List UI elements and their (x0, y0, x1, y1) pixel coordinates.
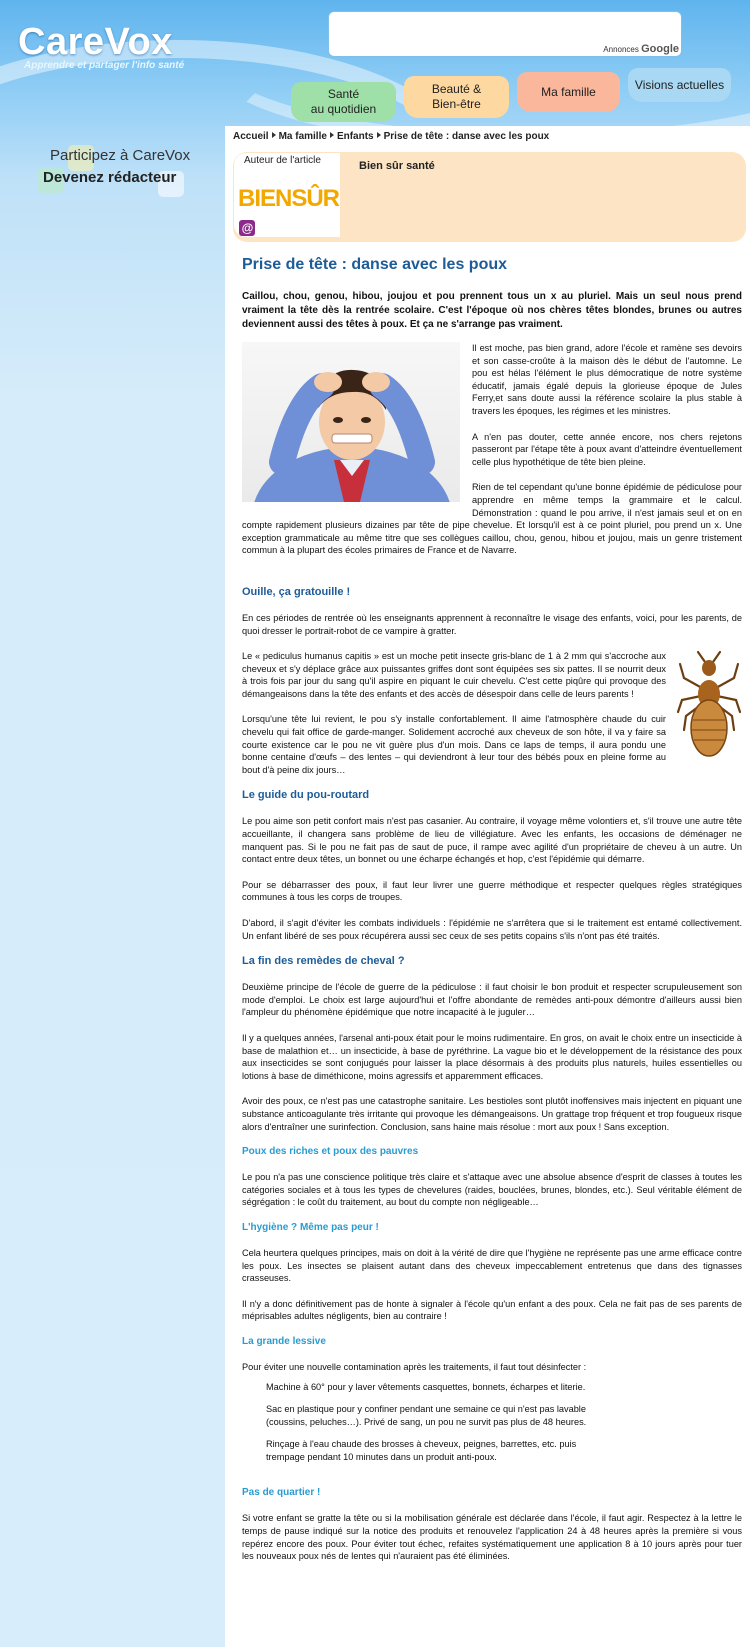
breadcrumb-ma-famille[interactable]: Ma famille (278, 131, 327, 142)
article-paragraph: Il y a quelques années, l'arsenal anti-poux était pour le moins rudimentaire. En gros, on avait le choix entre un insecticide à base de malathion et… un insecticide, à base de pyréthrine. La vague bio et le développement de la résistance des poux aux insecticides se sont conjugués pour laisser la place désormais à des produits plus naturels, huiles essentielles ou lotions à base de diméthicone, moins agressifs et apparemment efficaces. (242, 1032, 742, 1081)
article-paragraph: A n'en pas douter, cette année encore, nos chers rejetons passeront par l'étape tête à poux avant d'atteindre éventuellement celle plus hypothétique de tête bien pleine. (472, 431, 742, 467)
section-heading: La fin des remèdes de cheval ? (242, 955, 405, 968)
article-paragraph: Avoir des poux, ce n'est pas une catastrophe sanitaire. Les bestioles sont plutôt inoffensives mais injectent en piquant une substance anticoagulante très irritante qui provoque les démangeaisons. Un grattage trop fréquent et trop fougueux risque alors d'entraîner une surinfection. Conclusion, sans haine mais résolue : mort aux poux ! Sans exception. (242, 1096, 742, 1132)
subsection-heading: Pas de quartier ! (242, 1487, 321, 1499)
author-card[interactable] (234, 153, 340, 237)
author-logo (238, 185, 340, 241)
promo-line-1: Participez à CareVox (50, 147, 191, 164)
list-item: Sac en plastique pour y confiner pendant une semaine ce qui n'est pas lavable (coussins, peluches…). Privé de sang, un pou ne survit pas plus de 48 heures. (266, 1404, 587, 1428)
ads-label: Annonces (603, 45, 639, 54)
become-writer-promo[interactable] (38, 145, 218, 195)
author-name[interactable]: Bien sûr santé (359, 160, 435, 172)
article-paragraph: Si votre enfant se gratte la tête ou si la mobilisation générale est déclarée dans l'école, il faut agir. Respectez à la lettre le temps de pause indiqué sur la notice des produits et renouvelez l'application 24 à 48 heures après la première si vous repérez encore des poux. Pour éviter tout échec, refaites systématiquement une application 8 à 10 jours après pour tuer les nouveaux poux nés de lentes qui n'auraient pas été éliminées. (242, 1513, 742, 1562)
article-paragraph: Lorsqu'une tête lui revient, le pou s'y installe confortablement. Il aime l'atmosphère chaude du cuir chevelu qui fait office de garde-manger. Solidement accroché aux cheveux de son hôte, il va y faire sa courte existence car le pou ne vit guère plus d'un mois. Dans ce laps de temps, il aura pondu une bonne centaine d'œufs – des lentes – qui deviendront à leur tour des bébés poux en pleine forme au bout d'à peine dix jours… (242, 714, 666, 775)
section-heading: Ouille, ça gratouille ! (242, 585, 351, 598)
subsection-heading: L'hygiène ? Même pas peur ! (242, 1221, 379, 1233)
article (242, 256, 742, 1576)
louse-illustration (676, 650, 742, 760)
nav-tab-label: Ma famille (541, 84, 596, 99)
ad-banner[interactable] (328, 11, 682, 57)
nav-tab-label: au quotidien (310, 102, 377, 116)
nav-tab-label: Visions actuelles (634, 77, 725, 92)
subsection-heading: La grande lessive (242, 1335, 326, 1347)
site-logo[interactable] (18, 22, 184, 71)
article-paragraph: Pour éviter une nouvelle contamination après les traitements, il faut tout désinfecter : (242, 1361, 587, 1372)
logo-name: CareVox (18, 21, 173, 63)
author-box-header: Auteur de l'article (244, 155, 321, 166)
breadcrumb-arrow-icon (272, 132, 276, 138)
article-paragraph: Rien de tel cependant qu'une bonne épidémie de pédiculose pour apprendre en même temps la grammaire et le calcul. Démonstration : quand le pou arrive, il n'est jamais seul et on en compte rapidement plusieurs dizaines par tête de pipe chevelue. Et lorsqu'il est à ce point pluriel, pou prend un x. Une exception grammaticale au même titre que ses collègues caillou, chou, genou, hibou et joujou, mais un genre tristement commun à la plupart des écoles primaires de France et de Navarre. (242, 482, 742, 556)
promo-line-2: Devenez rédacteur (43, 169, 177, 186)
article-title: Prise de tête : danse avec les poux (242, 256, 508, 273)
child-photo-illustration (242, 342, 460, 502)
article-paragraph: Le pou n'a pas une conscience politique très claire et s'attaque avec une absolue absence d'esprit de classes à toutes les catégories sociales et à tous les types de chevelures (raides, bouclées, brunes, blondes, etc.). Seul véritable élément de ségrégation : le coût du traitement, au bout du compte non négligeable… (242, 1172, 742, 1208)
article-paragraph: Le pou aime son petit confort mais n'est pas casanier. Au contraire, il voyage même volontiers et, s'il trouve une autre tête accueillante, il changera sans problème de lieu de villégiature. Avec les enfants, les occasions de déménager ne manquent pas. Si le pou ne fait pas de saut de puce, il rampe avec agilité d'un propriétaire de cheveu à un autre. Un contact entre deux têtes, un bonnet ou une écharpe échangés et hop, c'est l'épidémie qui démarre. (242, 816, 742, 865)
nav-tab-label: Bien-être (432, 97, 481, 111)
main-content (225, 126, 750, 1647)
breadcrumb-current: Prise de tête : danse avec les poux (383, 131, 550, 142)
louse-photo (676, 650, 742, 760)
logo-tagline: Apprendre et partager l'info santé (24, 60, 185, 71)
child-scratching-head-photo (242, 342, 460, 502)
article-paragraph: En ces périodes de rentrée où les enseignants apprennent à reconnaître le visage des enfants, voici, pour les parents, de quoi dresser le portrait-robot de ce vampire à gratter. (242, 612, 742, 636)
nav-tab-visions-actuelles[interactable] (628, 68, 731, 102)
article-paragraph: D'abord, il s'agit d'éviter les combats individuels : l'épidémie ne s'arrêtera que si le traitement est entamé collectivement. Un enfant libéré de ses poux récupérera aussi sec ceux de ses petits copains s'ils n'ont pas été traités. (242, 918, 742, 941)
list-item: Rinçage à l'eau chaude des brosses à cheveux, peignes, barrettes, etc. puis trempage pendant 10 minutes dans un produit anti-poux. (266, 1439, 577, 1463)
breadcrumb (233, 131, 549, 142)
author-box (233, 152, 746, 242)
subsection-heading: Poux des riches et poux des pauvres (242, 1146, 419, 1158)
author-logo-text: BIENSÛR (238, 185, 340, 212)
list-item: Machine à 60° pour y laver vêtements casquettes, bonnets, écharpes et literie. (266, 1382, 586, 1393)
nav-tab-label: Beauté & (431, 82, 482, 96)
ads-brand: Google (641, 43, 679, 55)
breadcrumb-enfants[interactable]: Enfants (336, 131, 374, 142)
nav-tab-label: Santé (327, 87, 360, 101)
breadcrumb-arrow-icon (377, 132, 381, 138)
breadcrumb-arrow-icon (330, 132, 334, 138)
article-paragraph: Le « pediculus humanus capitis » est un moche petit insecte gris-blanc de 1 à 2 mm qui s'accroche aux cheveux et s'y déplace grâce aux puissantes griffes dont sont équipées ses six pattes. Il se nourrit deux à trois fois par jour du sang qu'il aspire en piquant le cuir chevelu. C'est cette piqûre qui provoque des démangeaisons dans la tête des enfants et des accès de désespoir dans celle de leurs parents ! (242, 651, 666, 699)
article-paragraph: Pour se débarrasser des poux, il faut leur livrer une guerre méthodique et respecter quelques règles stratégiques communes à tous les corps de troupes. (242, 879, 742, 903)
section-heading: Le guide du pou-routard (242, 789, 370, 802)
nav-tab-sante[interactable] (291, 82, 396, 122)
article-paragraph: Il n'y a donc définitivement pas de honte à signaler à l'école qu'un enfant a des poux. Cela ne fait pas de ses parents de méprisables adultes négligents, bien au contraire ! (242, 1298, 742, 1322)
article-paragraph: Deuxième principe de l'école de guerre de la pédiculose : il faut choisir le bon produit et respecter scrupuleusement son mode d'emploi. Le choix est large aujourd'hui et l'offre abondante de remèdes anti-poux démontre d'ailleurs aussi bien l'ampleur du phénomène épidémique que notre incapacité à le juguler… (242, 982, 742, 1018)
nav-tab-ma-famille[interactable] (517, 72, 620, 112)
article-paragraph: Il est moche, pas bien grand, adore l'école et ramène ses devoirs et son casse-croûte à la maison dès le début de l'automne. Le pou est hélas l'élément le plus démocratique de notre système éducatif, jamais égalé depuis la glorieuse époque de Jules Ferry,et sans doute aussi la référence scolaire la plus stable à travers les époques, les régimes et les ministres. (472, 343, 742, 416)
ads-attribution (603, 43, 679, 55)
article-paragraph: Cela heurtera quelques principes, mais on doit à la vérité de dire que l'hygiène ne représente pas une arme efficace contre les poux. Les insectes se plaisent autant dans des cheveux impeccablement entretenus que dans des tignasses crasseuses. (242, 1247, 742, 1284)
author-logo-at-icon: @ (239, 220, 255, 236)
article-lead: Caillou, chou, genou, hibou, joujou et pou prennent tous un x au pluriel. Mais un seul nous prend vraiment la tête dès la rentrée scolaire. C'est l'époque où nos chères têtes blondes, brunes ou autres deviennent aussi des têtes à poux. Et ça ne s'arrange pas vraiment. (242, 291, 742, 330)
breadcrumb-accueil[interactable]: Accueil (233, 131, 269, 142)
nav-tab-beaute[interactable] (404, 76, 509, 118)
